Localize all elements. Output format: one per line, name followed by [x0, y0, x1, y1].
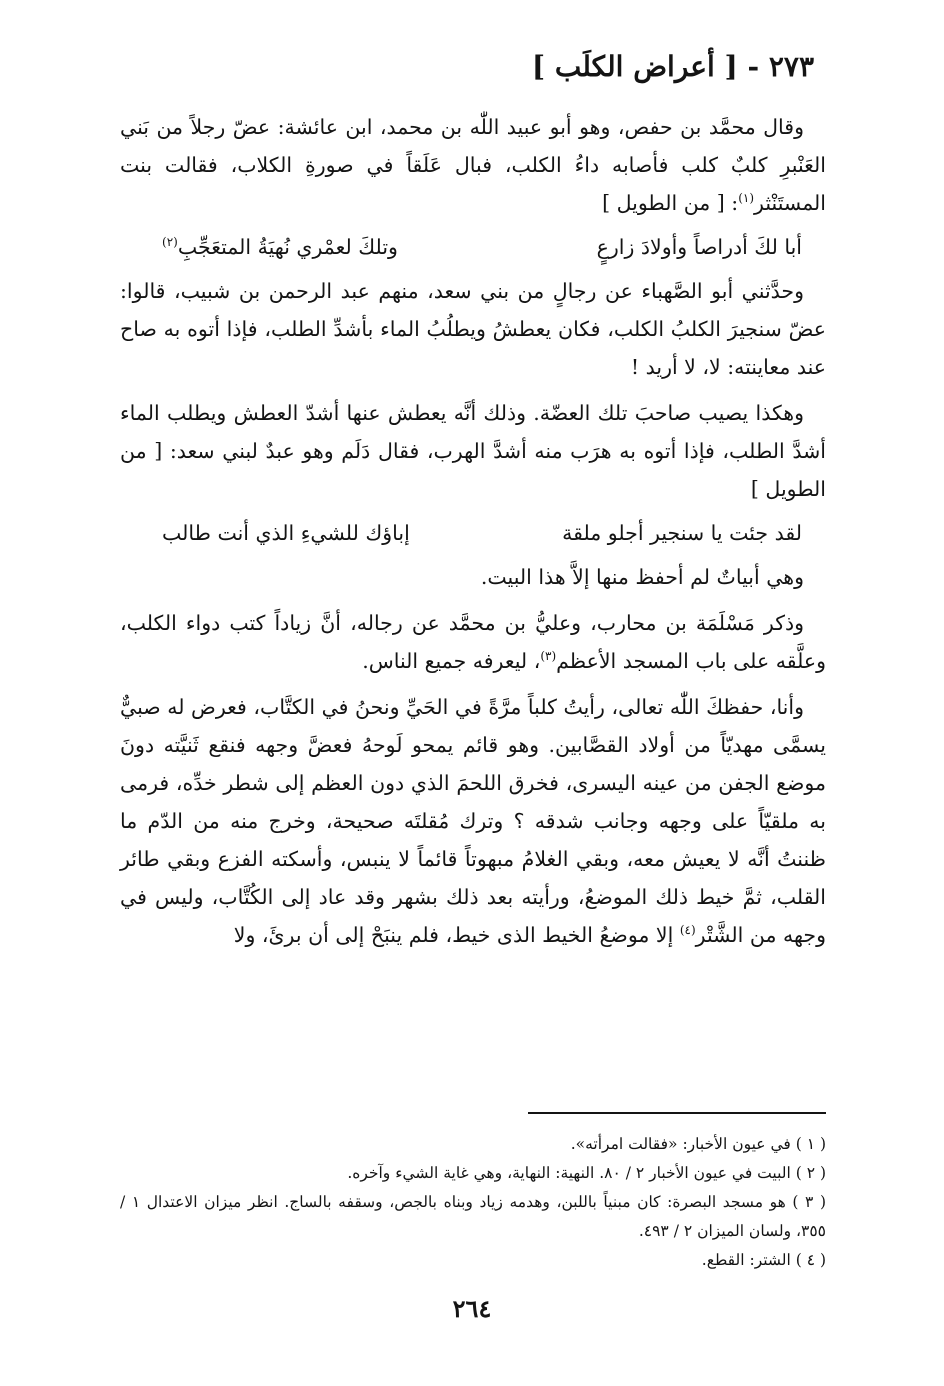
verse-1-first-hemistich: أبا لكَ أدراصاً وأولادَ زارعٍ [596, 235, 802, 259]
footnote-ref-2: (٢) [162, 235, 178, 250]
footnote-ref-4: (٤) [679, 923, 696, 938]
footnotes [120, 1130, 826, 1275]
verse-2 [120, 514, 826, 552]
verse-1-second-hemistich-wrap [162, 228, 398, 266]
footnote-4: ( ٤ ) الشتر: القطع. [701, 1251, 826, 1269]
paragraph-6-tail: إلا موضعُ الخيط الذى خيط، فلم ينبَحْ إلى أن برئَ، ولا [233, 923, 680, 947]
paragraph-5-text: وذكر مَسْلَمَة بن محارب، وعليُّ بن محمَّد عن رجاله، أنَّ زياداً كتب دواء الكلب، وعلَّقه على باب المسجد الأعظم [120, 611, 826, 673]
verse-1 [120, 228, 826, 266]
paragraph-5 [120, 604, 826, 680]
footnote-3: ( ٣ ) هو مسجد البصرة: كان مبنياً باللبن، وهدمه زياد وبناه بالجص، وسقفه بالساج. انظر ميزان الاعتدال ١ / ٣٥٥، ولسان الميزان ٢ / ٤٩٣. [120, 1193, 826, 1240]
paragraph-1-tail: : [ من الطويل ] [602, 191, 739, 215]
paragraph-1-text: وقال محمَّد بن حفص، وهو أبو عبيد اللّٰه بن محمد، ابن عائشة: عضّ رجلاً من بَني العَنْبرِ كلبٌ كلب فأصابه داءُ الكلب، فبال عَلَقاً في صورةِ الكلاب، فقالت بنت المستَنْثر [120, 115, 826, 215]
paragraph-2: وحدَّثني أبو الصَّهباء عن رجالٍ من بني سعد، منهم عبد الرحمن بن شبيب، قالوا: عضّ سنجيرَ الكلبُ الكلب، فكان يعطشُ ويطلُبُ الماء بأشدِّ الطلب، فإذا أتوه به صاح عند معاينته: لا، لا أريد ! [120, 279, 826, 379]
section-heading: ٢٧٣ - [ أعراض الكلَب ] [531, 50, 814, 83]
paragraph-4: وهي أبياتٌ لم أحفظ منها إلاَّ هذا البيت. [480, 565, 804, 589]
footnote-ref-1: (١) [738, 191, 755, 206]
paragraph-6 [120, 688, 826, 954]
footnote-ref-3: (٣) [540, 649, 557, 664]
paragraph-3: وهكذا يصيب صاحبَ تلك العضّة. وذلك أنَّه يعطش عنها أشدّ العطش ويطلب الماء أشدَّ الطلب، فإذا أتوه به هرَب منه أشدَّ الهرب، فقال دَلَم وهو عبدٌ لبني سعد: [ من الطويل ] [120, 401, 826, 501]
paragraph-1 [120, 108, 826, 222]
verse-1-second-hemistich: وتلكَ لعمْري نُهيَةُ المتعَجِّبِ [177, 235, 398, 259]
paragraph-6-text: وأنا، حفظكَ اللّٰه تعالى، رأيتُ كلباً مرَّةً في الحَيِّ ونحنُ في الكتَّاب، فعرض له صبيٌّ يسمَّى مهديّاً من أولاد القصَّابين. وهو قائم يمحو لَوحهُ فعضَّ وجهه فنقع ثَنيَّته دونَ موضع الجفن من عينه اليسرى، فخرق اللحمَ الذي دون العظم إلى شطر خدِّه، فرمى به ملقيّاً على وجهه وجانب شدقه ؟ وترك مُقلتَه صحيحة، وخرج منه من الدّم ما ظننتُ أنَّه لا يعيش معه، وبقي الغلامُ مبهوتاً قائماً لا ينبس، وأسكته الفزع وبقي طائر القلب، ثمَّ خيط ذلك الموضعُ، ورأيته بعد ذلك بشهر وقد عاد إلى الكُتَّاب، وليس في وجهه من الشَّتْر [120, 695, 826, 947]
paragraph-5-tail: ، ليعرفه جميع الناس. [362, 649, 541, 673]
page-number: ٢٦٤ [452, 1294, 492, 1323]
footnote-divider [528, 1112, 826, 1114]
footnote-1: ( ١ ) في عيون الأخبار: «فقالت امرأته». [570, 1135, 826, 1153]
main-text [120, 108, 826, 954]
verse-2-first-hemistich: لقد جئت يا سنجير أجلو ملقة [562, 521, 802, 545]
footnote-2: ( ٢ ) البيت في عيون الأخبار ٢ / ٨٠. النهية: النهاية، وهي غاية الشيء وآخره. [347, 1164, 826, 1182]
verse-2-second-hemistich: إباؤك للشيءِ الذي أنت طالب [162, 521, 410, 545]
